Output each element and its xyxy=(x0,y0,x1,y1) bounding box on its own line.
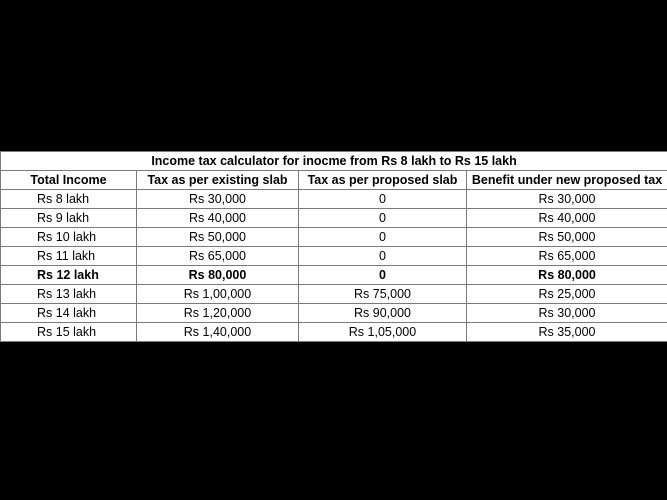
cell-total-income: Rs 8 lakh xyxy=(1,190,137,209)
cell-existing-slab-tax: Rs 50,000 xyxy=(137,228,299,247)
cell-benefit: Rs 30,000 xyxy=(467,304,667,323)
cell-total-income: Rs 10 lakh xyxy=(1,228,137,247)
table-row xyxy=(1,247,667,266)
header-proposed-slab-tax: Tax as per proposed slab xyxy=(299,171,467,190)
cell-total-income: Rs 15 lakh xyxy=(1,323,137,342)
cell-proposed-slab-tax: Rs 90,000 xyxy=(299,304,467,323)
cell-benefit: Rs 40,000 xyxy=(467,209,667,228)
table-row xyxy=(1,285,667,304)
cell-total-income: Rs 12 lakh xyxy=(1,266,137,285)
cell-existing-slab-tax: Rs 1,00,000 xyxy=(137,285,299,304)
cell-proposed-slab-tax: Rs 75,000 xyxy=(299,285,467,304)
cell-benefit: Rs 35,000 xyxy=(467,323,667,342)
cell-proposed-slab-tax: Rs 1,05,000 xyxy=(299,323,467,342)
cell-benefit: Rs 50,000 xyxy=(467,228,667,247)
cell-existing-slab-tax: Rs 65,000 xyxy=(137,247,299,266)
cell-benefit: Rs 25,000 xyxy=(467,285,667,304)
cell-benefit: Rs 65,000 xyxy=(467,247,667,266)
cell-existing-slab-tax: Rs 1,40,000 xyxy=(137,323,299,342)
cell-total-income: Rs 11 lakh xyxy=(1,247,137,266)
cell-benefit: Rs 30,000 xyxy=(467,190,667,209)
cell-existing-slab-tax: Rs 40,000 xyxy=(137,209,299,228)
table-title: Income tax calculator for inocme from Rs 8 lakh to Rs 15 lakh xyxy=(1,152,667,171)
table-row xyxy=(1,266,667,285)
cell-proposed-slab-tax: 0 xyxy=(299,209,467,228)
cell-proposed-slab-tax: 0 xyxy=(299,266,467,285)
table-row xyxy=(1,190,667,209)
cell-proposed-slab-tax: 0 xyxy=(299,247,467,266)
cell-existing-slab-tax: Rs 80,000 xyxy=(137,266,299,285)
table-row xyxy=(1,209,667,228)
table-header-row xyxy=(1,171,667,190)
header-existing-slab-tax: Tax as per existing slab xyxy=(137,171,299,190)
header-total-income: Total Income xyxy=(1,171,137,190)
cell-benefit: Rs 80,000 xyxy=(467,266,667,285)
tax-calculator-table-container xyxy=(0,151,667,342)
cell-existing-slab-tax: Rs 1,20,000 xyxy=(137,304,299,323)
table-row xyxy=(1,228,667,247)
cell-total-income: Rs 9 lakh xyxy=(1,209,137,228)
cell-proposed-slab-tax: 0 xyxy=(299,190,467,209)
table-title-row xyxy=(1,152,667,171)
cell-existing-slab-tax: Rs 30,000 xyxy=(137,190,299,209)
cell-total-income: Rs 14 lakh xyxy=(1,304,137,323)
header-benefit: Benefit under new proposed tax xyxy=(467,171,667,190)
table-body xyxy=(1,190,667,342)
cell-proposed-slab-tax: 0 xyxy=(299,228,467,247)
cell-total-income: Rs 13 lakh xyxy=(1,285,137,304)
tax-calculator-table xyxy=(0,151,667,342)
table-row xyxy=(1,323,667,342)
table-row xyxy=(1,304,667,323)
